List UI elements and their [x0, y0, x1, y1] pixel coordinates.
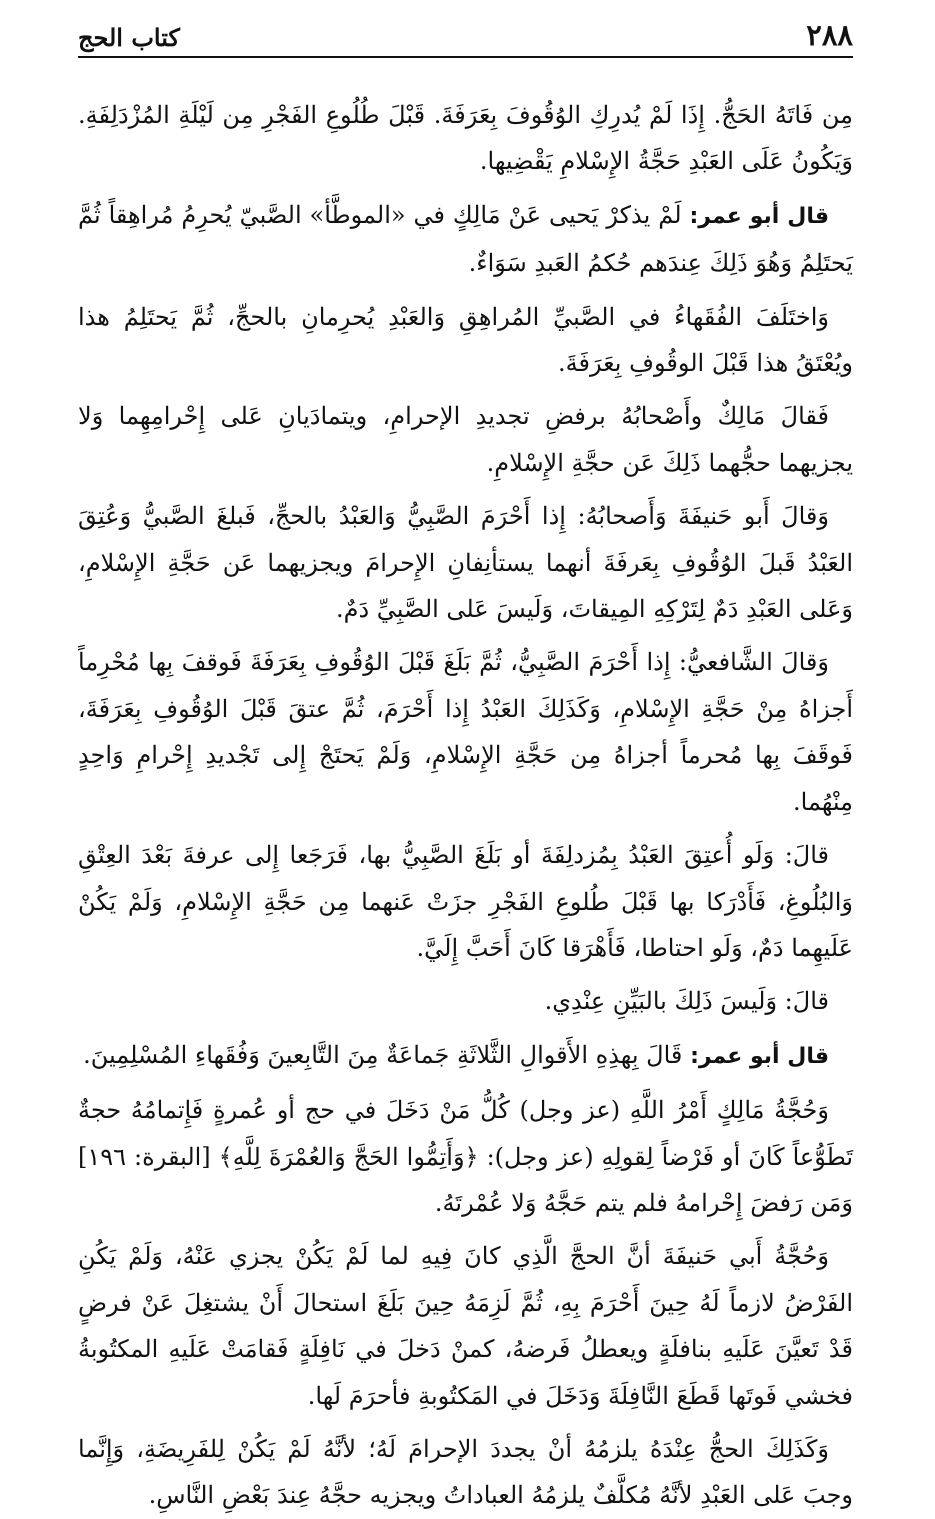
paragraph	[78, 493, 853, 632]
paragraph-text: مِن فَاتَهُ الحَجُّ. إِذَا لَمْ يُدرِكِ الوُقُوفَ بِعَرَفَةَ. قَبْلَ طُلُوعِ الفَجْرِ مِن لَيْلَةِ المُزْدَلِفَةِ. وَيَكُونُ عَلَى العَبْدِ حَجَّةُ الإِسْلامِ يَقْضِيها.	[78, 101, 853, 176]
paragraph	[78, 92, 853, 185]
paragraph-text: وَحُجَّةُ مَالِكٍ أَمْرُ اللَّهِ (عز وجل) كُلُّ مَنْ دَخَلَ في حج أو عُمرةٍ فَإِتمامُهُ حجةٌ تَطَوُّعاً كَانَ أو فَرْضاً لِقولِهِ (عز وجل): ﴿وَأَتِمُّوا الحَجَّ وَالعُمْرَةَ لِلَّهِ﴾ [البقرة: ١٩٦] وَمَن رَفضَ إِحْرامهُ فلم يتم حَجَّهُ وَلا عُمْرتَهُ.	[78, 1096, 853, 1217]
paragraph-text: وَحُجَّةُ أَبي حَنيفَةَ أنَّ الحجَّ الَّذِي كانَ فِيهِ لما لَمْ يَكُنْ يجزي عَنْهُ، وَلَمْ يَكُنِ الفَرْضُ لازماً لَهُ حِينَ أَحْرَمَ بِهِ، ثُمَّ لَزِمَهُ حِينَ بَلَغَ استحالَ أَنْ يشتغِلَ عَنْ فرضٍ قَدْ تَعيَّنَ عَلَيهِ بنافلَةٍ ويعطلُ فَرضهُ، كمنْ دَخلَ في نَافِلَةٍ فَقامَتْ عَلَيهِ المكتُوبةُ فخشي فَوتَها قَطَعَ النَّافِلَةَ وَدَخَلَ في المَكتُوبةِ فأحرَمَ لَها.	[78, 1242, 853, 1410]
paragraph	[78, 1087, 853, 1226]
paragraph-text: وَاختَلَفَ الفُقَهاءُ في الصَّبيِّ المُراهِقِ وَالعَبْدِ يُحرِمانِ بالحجِّ، ثُمَّ يَحتَلِمُ هذا ويُعْتَقُ هذا قَبْلَ الوقُوفِ بِعَرَفَةَ.	[78, 302, 853, 378]
paragraph-text: وَقالَ أَبو حَنيفَةَ وَأَصحابُهُ: إِذا أَحْرَمَ الصَّبِيُّ وَالعَبْدُ بالحجِّ، فَبلغَ الصَّبيُّ وَعُتِقَ العَبْدُ قَبلَ الوُقُوفِ بِعَرفَةَ أنهما يستأنِفانِ الإِحرامَ ويجزيهما عَن حَجَّةِ الإِسْلامِ، وَعَلى العَبْدِ دَمٌ لِتَرْكِهِ المِيقاتَ، وَلَيسَ عَلى الصَّبِيِّ دَمٌ.	[78, 502, 853, 624]
paragraph-text: فَقالَ مَالِكٌ وأَصْحابُهُ برفضِ تجديدِ الإحرامِ، ويتمادَيانِ عَلى إِحْرامِهِما وَلا يجزيهما حجُّهما ذَلِكَ عَن حجَّةِ الإِسْلامِ.	[78, 402, 853, 477]
paragraph	[78, 978, 853, 1024]
paragraph	[78, 1233, 853, 1419]
paragraph	[78, 832, 853, 971]
page-body	[78, 92, 853, 1510]
paragraph-text: قالَ: وَلَيسَ ذَلِكَ بالبَيِّنِ عِنْدِي.	[544, 987, 829, 1016]
paragraph-text: لَمْ يذكرْ يَحيى عَنْ مَالِكٍ في «الموطَّأ» الصَّبيّ يُحرِمُ مُراهِقاً ثُمَّ يَحتَلِمُ وَهُوَ ذَلِكَ عِندَهم حُكمُ العَبدِ سَوَاءٌ.	[78, 200, 853, 278]
speaker-label: قال أبو عمر:	[682, 1043, 829, 1069]
running-title: كتاب الحج	[78, 23, 180, 52]
paragraph-text: وَقالَ الشَّافعيُّ: إِذا أَحْرَمَ الصَّبِيُّ، ثُمَّ بَلَغَ قَبْلَ الوُقُوفِ بِعَرَفَةَ فَوقفَ بِها مُحْرِماً أَجزاهُ مِنْ حَجَّةِ الإِسْلامِ، وَكَذَلِكَ العَبْدُ إِذا أَحْرَمَ، ثُمَّ عتقَ قَبْلَ الوُقُوفِ بِعَرَفَةَ، فَوقَفَ بِها مُحرماً أجزاهُ مِن حَجَّةِ الإِسْلامِ، وَلَمْ يَحتَجْ إِلى تَجْديدِ إِحْرامِ وَاحِدٍ مِنْهُما.	[78, 648, 853, 816]
paragraph	[78, 294, 853, 387]
paragraph-text: قالَ: وَلَو أُعتِقَ العَبْدُ بِمُزدلِفَةَ أو بَلَغَ الصَّبِيُّ بها، فَرَجَعا إِلى عرفةَ بَعْدَ العِتْقِ وَالبُلُوغِ، فَأَدْرَكا بها قَبْلَ طُلوعِ الفَجْرِ جزَتْ عَنهما مِن حَجَّةِ الإِسْلامِ، وَلَمْ يَكُنْ عَلَيهِما دَمٌ، وَلَو احتاطا، فَأَهْرَقا كَانَ أَحَبَّ إِلَيَّ.	[78, 841, 853, 962]
page-header	[78, 18, 853, 58]
page-number: ٢٨٨	[806, 18, 853, 52]
paragraph	[78, 192, 853, 287]
paragraph	[78, 1032, 853, 1080]
paragraph-text: وَكَذَلِكَ الحجُّ عِنْدَهُ يلزمُهُ أنْ يجددَ الإحرامَ لَهُ؛ لأنَّهُ لَمْ يَكُنْ لِلفَرِيضَةِ، وَإِنَّما وجبَ عَلى العَبْدِ لأنَّهُ مُكلَّفٌ يلزمُهُ العباداتُ ويجزيه حجَّهُ عِندَ بَعْضِ النَّاسِ.	[78, 1434, 853, 1510]
paragraph	[78, 1426, 853, 1519]
paragraph	[78, 639, 853, 825]
paragraph	[78, 393, 853, 486]
paragraph-text: قَالَ بِهذِهِ الأَقوالِ الثَّلاثَةِ جَماعَةٌ مِنَ التَّابِعينَ وَفُقَهاءِ المُسْلِمِينَ.	[83, 1040, 683, 1069]
speaker-label: قال أبو عمر:	[681, 203, 829, 229]
